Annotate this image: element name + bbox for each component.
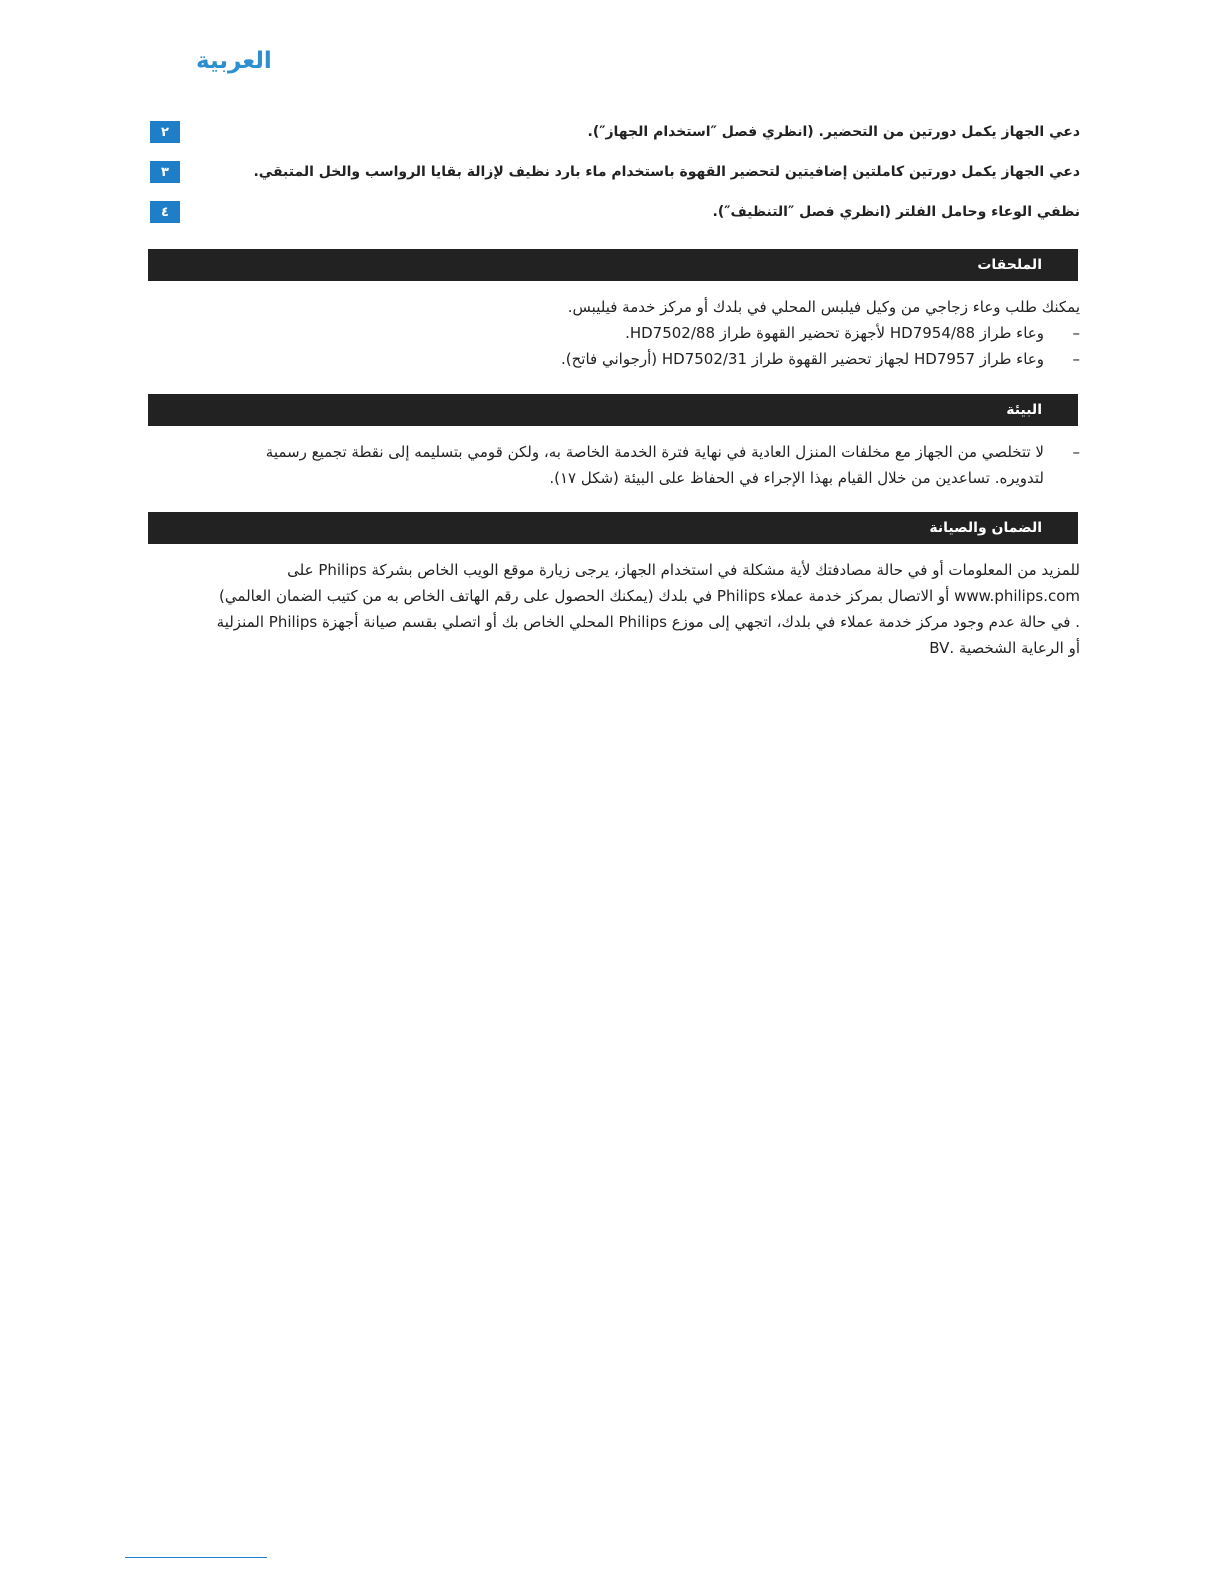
step-text: نظفي الوعاء وحامل الفلتر (انظري فصل ″التنظيف″).: [712, 204, 1080, 220]
accessories-intro: يمكنك طلب وعاء زجاجي من وكيل فيلبس المحلي في بلدك أو مركز خدمة فيليبس.: [567, 298, 1080, 316]
guarantee-text-line: أو الرعاية الشخصية .BV: [929, 639, 1080, 657]
step-3: [140, 161, 1080, 183]
bullet-dash: –: [1072, 443, 1080, 461]
guarantee-text-line: . في حالة عدم وجود مركز خدمة عملاء في بلدك، اتجهي إلى موزع Philips المحلي الخاص بك أو اتصلي بقسم صيانة أجهزة Philips المنزلية: [216, 613, 1080, 631]
section-heading-text: الضمان والصيانة: [929, 520, 1042, 536]
bullet-dash: –: [1072, 350, 1080, 368]
guarantee-text-line: www.philips.com أو الاتصال بمركز خدمة عملاء Philips في بلدك (يمكنك الحصول على رقم الهاتف الخاص به من كتيب الضمان العالمي): [219, 587, 1080, 605]
section-heading-text: الملحقات: [977, 257, 1042, 273]
guarantee-text-line: للمزيد من المعلومات أو في حالة مصادفتك لأية مشكلة في استخدام الجهاز، يرجى زيارة موقع الويب الخاص بشركة Philips على: [287, 561, 1080, 579]
section-heading-accessories: [148, 249, 1078, 281]
step-number-badge: ٢: [150, 121, 180, 143]
step-4: [140, 201, 1080, 223]
section-heading-text: البيئة: [1006, 402, 1042, 418]
environment-item-continued: [150, 465, 1080, 491]
environment-text-line: لا تتخلصي من الجهاز مع مخلفات المنزل العادية في نهاية فترة الخدمة الخاصة به، ولكن قومي بتسليمه إلى نقطة تجميع رسمية: [265, 443, 1044, 461]
section-heading-guarantee: [148, 512, 1078, 544]
accessory-item: [150, 320, 1080, 346]
step-text: دعي الجهاز يكمل دورتين كاملتين إضافيتين لتحضير القهوة باستخدام ماء بارد نظيف لإزالة بقايا الرواسب والخل المتبقي.: [253, 164, 1080, 180]
accessory-item-text: وعاء طراز HD7954/88 لأجهزة تحضير القهوة طراز HD7502/88.: [625, 324, 1044, 342]
section-heading-environment: [148, 394, 1078, 426]
page-language-title: العربية: [196, 48, 272, 74]
environment-text-line: لتدويره. تساعدين من خلال القيام بهذا الإجراء في الحفاظ على البيئة (شكل ١٧).: [549, 469, 1044, 487]
accessory-item: [150, 346, 1080, 372]
environment-item: [150, 439, 1080, 465]
step-number-badge: ٤: [150, 201, 180, 223]
footer-divider: [125, 1557, 267, 1558]
step-2: [140, 121, 1080, 143]
step-text: دعي الجهاز يكمل دورتين من التحضير. (انظري فصل ″استخدام الجهاز″).: [587, 124, 1080, 140]
accessory-item-text: وعاء طراز HD7957 لجهاز تحضير القهوة طراز HD7502/31 (أرجواني فاتح).: [560, 350, 1044, 368]
step-number-badge: ٣: [150, 161, 180, 183]
bullet-dash: –: [1072, 324, 1080, 342]
